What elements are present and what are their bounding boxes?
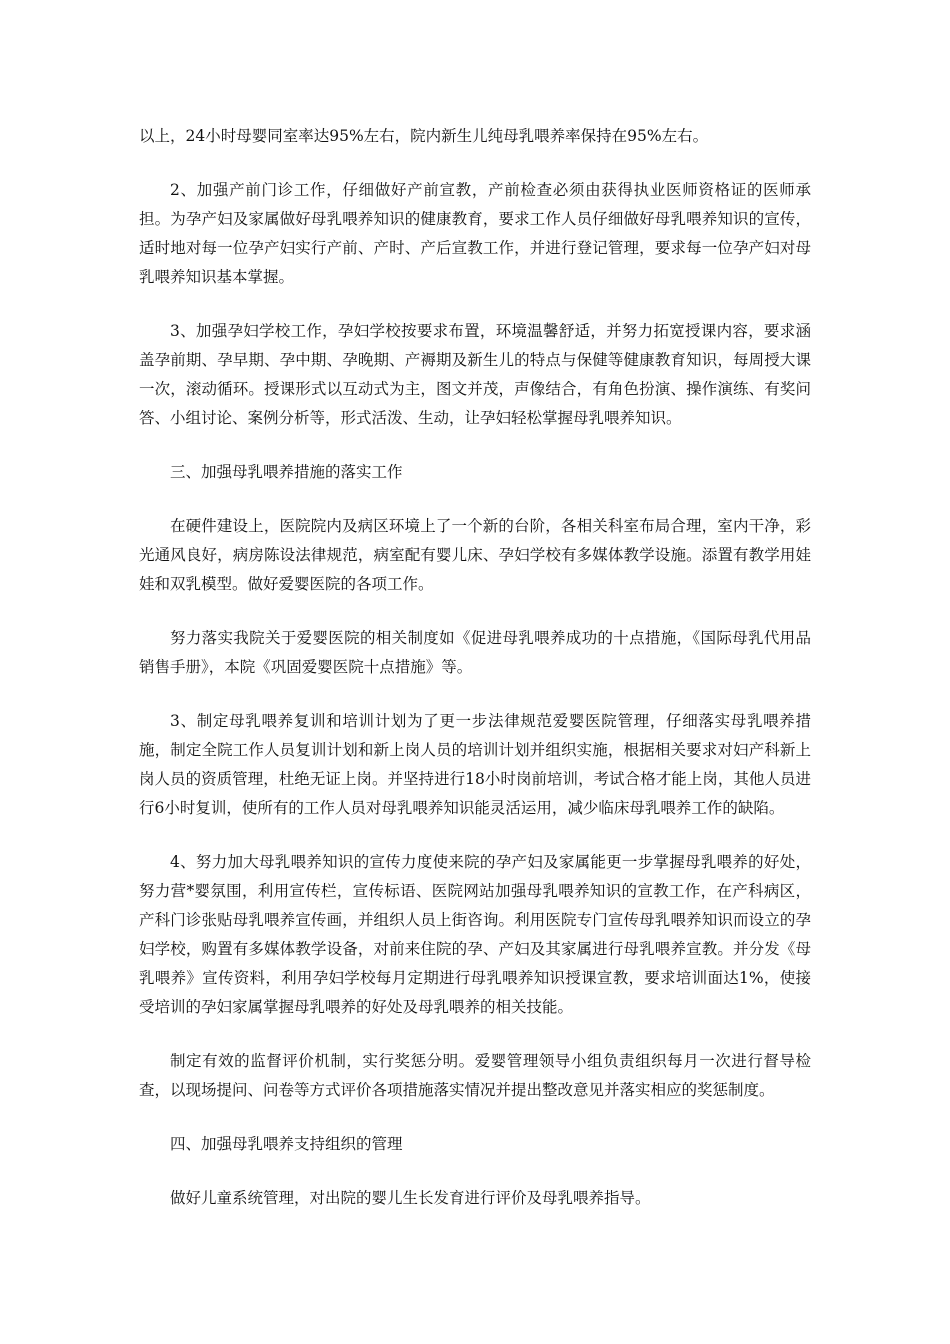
paragraph-prenatal-clinic: 2、加强产前门诊工作，仔细做好产前宣教，产前检查必须由获得执业医师资格证的医师承担。为孕产妇及家属做好母乳喂养知识的健康教育，要求工作人员仔细做好母乳喂养知识的宣传，适时地对每一位孕产妇实行产前、产时、产后宣教工作，并进行登记管理，要求每一位孕产妇对母乳喂养知识基本掌握。 (139, 181, 811, 286)
paragraph-hardware: 在硬件建设上，医院院内及病区环境上了一个新的台阶，各相关科室布局合理，室内干净，彩光通风良好，病房陈设法律规范，病室配有婴儿床、孕妇学校有多媒体教学设施。添置有教学用娃娃和双乳模型。做好爱婴医院的各项工作。 (139, 517, 811, 593)
section-heading-three: 三、加强母乳喂养措施的落实工作 (170, 463, 403, 481)
paragraph-training-plan: 3、制定母乳喂养复训和培训计划为了更一步法律规范爱婴医院管理，仔细落实母乳喂养措施，制定全院工作人员复训计划和新上岗人员的培训计划并组织实施，根据相关要求对妇产科新上岗人员的资质管理，杜绝无证上岗。并坚持进行18小时岗前培训，考试合格才能上岗，其他人员进行6小时复训，使所有的工作人员对母乳喂养知识能灵活运用，减少临床母乳喂养工作的缺陷。 (139, 712, 811, 817)
paragraph-policies: 努力落实我院关于爱婴医院的相关制度如《促进母乳喂养成功的十点措施，《国际母乳代用品销售手册》，本院《巩固爱婴医院十点措施》等。 (139, 629, 811, 676)
paragraph-maternity-school: 3、加强孕妇学校工作，孕妇学校按要求布置，环境温馨舒适，并努力拓宽授课内容，要求涵盖孕前期、孕早期、孕中期、孕晚期、产褥期及新生儿的特点与保健等健康教育知识，每周授大课一次，滚动循环。授课形式以互动式为主，图文并茂，声像结合，有角色扮演、操作演练、有奖问答、小组讨论、案例分析等，形式活泼、生动，让孕妇轻松掌握母乳喂养知识。 (139, 322, 811, 427)
paragraph-continuation: 以上，24小时母婴同室率达95%左右，院内新生儿纯母乳喂养率保持在95%左右。 (139, 127, 709, 145)
document-body (139, 122, 811, 1238)
paragraph-supervision: 制定有效的监督评价机制，实行奖惩分明。爱婴管理领导小组负责组织每月一次进行督导检查，以现场提问、问卷等方式评价各项措施落实情况并提出整改意见并落实相应的奖惩制度。 (139, 1052, 811, 1099)
section-heading-four: 四、加强母乳喂养支持组织的管理 (170, 1135, 403, 1153)
paragraph-publicity: 4、努力加大母乳喂养知识的宣传力度使来院的孕产妇及家属能更一步掌握母乳喂养的好处，努力营*婴氛围，利用宣传栏，宣传标语、医院网站加强母乳喂养知识的宣教工作，在产科病区，产科门诊张贴母乳喂养宣传画，并组织人员上街咨询。利用医院专门宣传母乳喂养知识而设立的孕妇学校，购置有多媒体教学设备，对前来住院的孕、产妇及其家属进行母乳喂养宣教。并分发《母乳喂养》宣传资料，利用孕妇学校每月定期进行母乳喂养知识授课宣教，要求培训面达1%，使接受培训的孕妇家属掌握母乳喂养的好处及母乳喂养的相关技能。 (139, 853, 811, 1016)
paragraph-child-management: 做好儿童系统管理，对出院的婴儿生长发育进行评价及母乳喂养指导。 (170, 1189, 651, 1207)
